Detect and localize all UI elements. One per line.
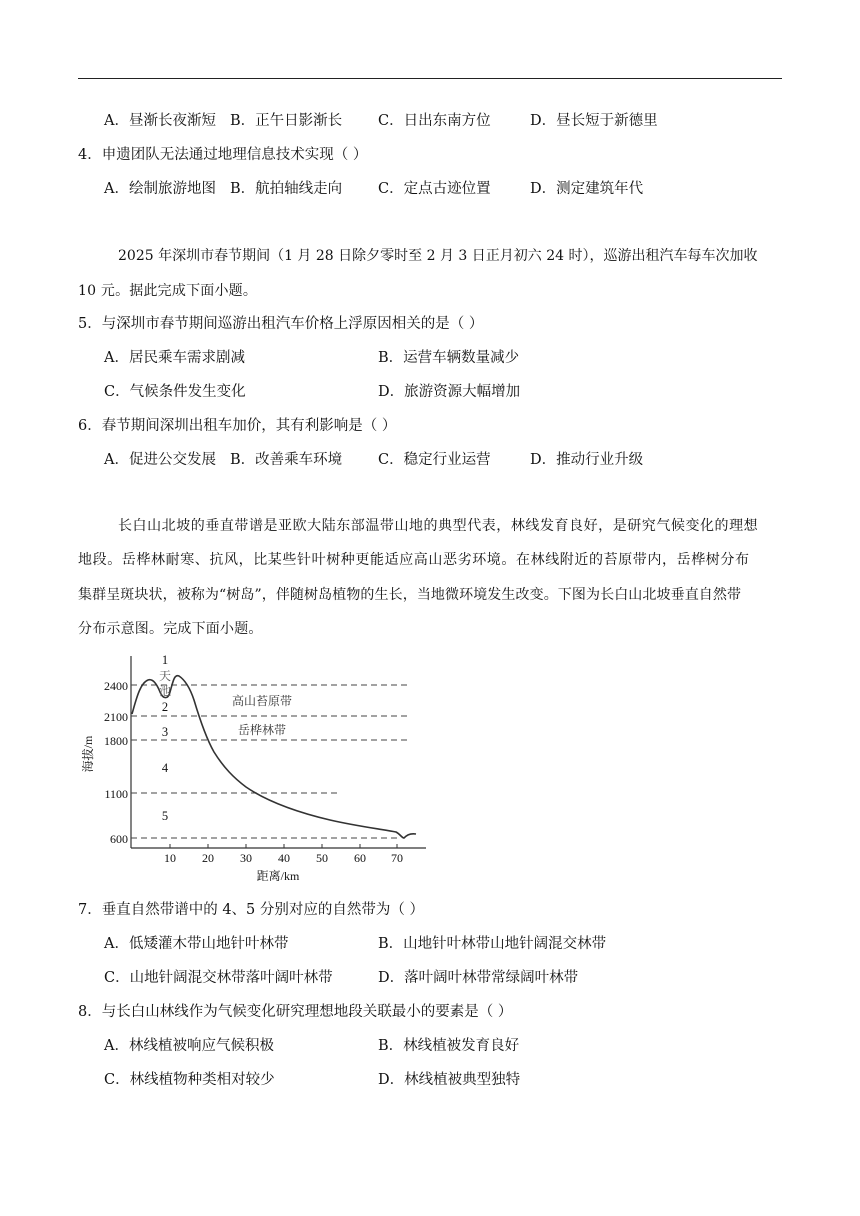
passage1-line2: 10 元。据此完成下面小题。 <box>78 283 258 299</box>
q8-option-d[interactable]: D．林线植被典型独特 <box>378 1072 521 1088</box>
tianchi-label-2: 池 <box>158 684 172 698</box>
xtick-60: 60 <box>354 851 366 865</box>
q5-option-a[interactable]: A．居民乘车需求剧减 <box>104 350 245 366</box>
zone-number-3: 3 <box>161 725 169 739</box>
q4-stem: 4．申遗团队无法通过地理信息技术实现（ ） <box>78 147 368 163</box>
q7-option-b[interactable]: B．山地针叶林带山地针阔混交林带 <box>378 936 607 952</box>
q6-option-c[interactable]: C．稳定行业运营 <box>378 452 491 468</box>
zone-number-4: 4 <box>161 761 169 775</box>
xtick-10: 10 <box>164 851 176 865</box>
q6-option-b[interactable]: B．改善乘车环境 <box>230 452 343 468</box>
zone-label-tundra: 高山苔原带 <box>231 694 293 708</box>
passage2-line3: 集群呈斑块状，被称为“树岛”，伴随树岛植物的生长，当地微环境发生改变。下图为长白山北坡垂直自然带 <box>78 587 742 603</box>
tianchi-label-1: 天 <box>158 669 172 683</box>
q5-option-b[interactable]: B．运营车辆数量减少 <box>378 350 520 366</box>
q8-stem: 8．与长白山林线作为气候变化研究理想地段关联最小的要素是（ ） <box>78 1004 513 1020</box>
header-rule <box>78 78 782 79</box>
q6-option-d[interactable]: D．推动行业升级 <box>530 452 644 468</box>
xtick-20: 20 <box>202 851 214 865</box>
q8-option-c[interactable]: C．林线植物种类相对较少 <box>104 1072 275 1088</box>
q4-option-b[interactable]: B．航拍轴线走向 <box>230 181 343 197</box>
xtick-50: 50 <box>316 851 328 865</box>
q6-option-a[interactable]: A．促进公交发展 <box>104 452 216 468</box>
passage2-line1: 长白山北坡的垂直带谱是亚欧大陆东部温带山地的典型代表，林线发育良好，是研究气候变化的理想 <box>118 518 759 534</box>
q5-option-d[interactable]: D．旅游资源大幅增加 <box>378 384 521 400</box>
zone-number-1: 1 <box>161 653 169 667</box>
xtick-30: 30 <box>240 851 252 865</box>
ytick-2400: 2400 <box>104 679 128 693</box>
zone-number-2: 2 <box>161 700 169 714</box>
ytick-1800: 1800 <box>104 734 128 748</box>
vertical-zonation-figure <box>76 650 436 886</box>
passage2-line4: 分布示意图。完成下面小题。 <box>78 621 263 637</box>
xtick-70: 70 <box>391 851 403 865</box>
q8-option-a[interactable]: A．林线植被响应气候积极 <box>104 1038 274 1054</box>
zone-number-5: 5 <box>161 809 169 823</box>
q4-option-d[interactable]: D．测定建筑年代 <box>530 181 644 197</box>
q3-option-b[interactable]: B．正午日影渐长 <box>230 113 343 129</box>
x-axis-label: 距离/km <box>256 869 300 883</box>
xtick-40: 40 <box>278 851 290 865</box>
ytick-2100: 2100 <box>104 710 128 724</box>
passage1-line1: 2025 年深圳市春节期间（1 月 28 日除夕零时至 2 月 3 日正月初六 24 时），巡游出租汽车每车次加收 <box>118 248 758 264</box>
q5-stem: 5．与深圳市春节期间巡游出租汽车价格上浮原因相关的是（ ） <box>78 316 484 332</box>
q3-option-c[interactable]: C．日出东南方位 <box>378 113 491 129</box>
ytick-1100: 1100 <box>104 787 128 801</box>
q3-option-a[interactable]: A．昼渐长夜渐短 <box>104 113 216 129</box>
q7-option-d[interactable]: D．落叶阔叶林带常绿阔叶林带 <box>378 970 579 986</box>
zone-label-birch: 岳桦林带 <box>237 723 287 737</box>
q7-stem: 7．垂直自然带谱中的 4、5 分别对应的自然带为（ ） <box>78 902 425 918</box>
q4-option-a[interactable]: A．绘制旅游地图 <box>104 181 216 197</box>
q7-option-c[interactable]: C．山地针阔混交林带落叶阔叶林带 <box>104 970 333 986</box>
ytick-600: 600 <box>110 832 128 846</box>
q4-option-c[interactable]: C．定点古迹位置 <box>378 181 491 197</box>
passage2-line2: 地段。岳桦林耐寒、抗风，比某些针叶树种更能适应高山恶劣环境。在林线附近的苔原带内，岳桦树分布 <box>78 552 750 568</box>
q3-option-d[interactable]: D．昼长短于新德里 <box>530 113 658 129</box>
q7-option-a[interactable]: A．低矮灌木带山地针叶林带 <box>104 936 289 952</box>
q8-option-b[interactable]: B．林线植被发育良好 <box>378 1038 520 1054</box>
q6-stem: 6．春节期间深圳出租车加价，其有利影响是（ ） <box>78 418 397 434</box>
q5-option-c[interactable]: C．气候条件发生变化 <box>104 384 246 400</box>
y-axis-label: 海拔/m <box>81 735 95 773</box>
